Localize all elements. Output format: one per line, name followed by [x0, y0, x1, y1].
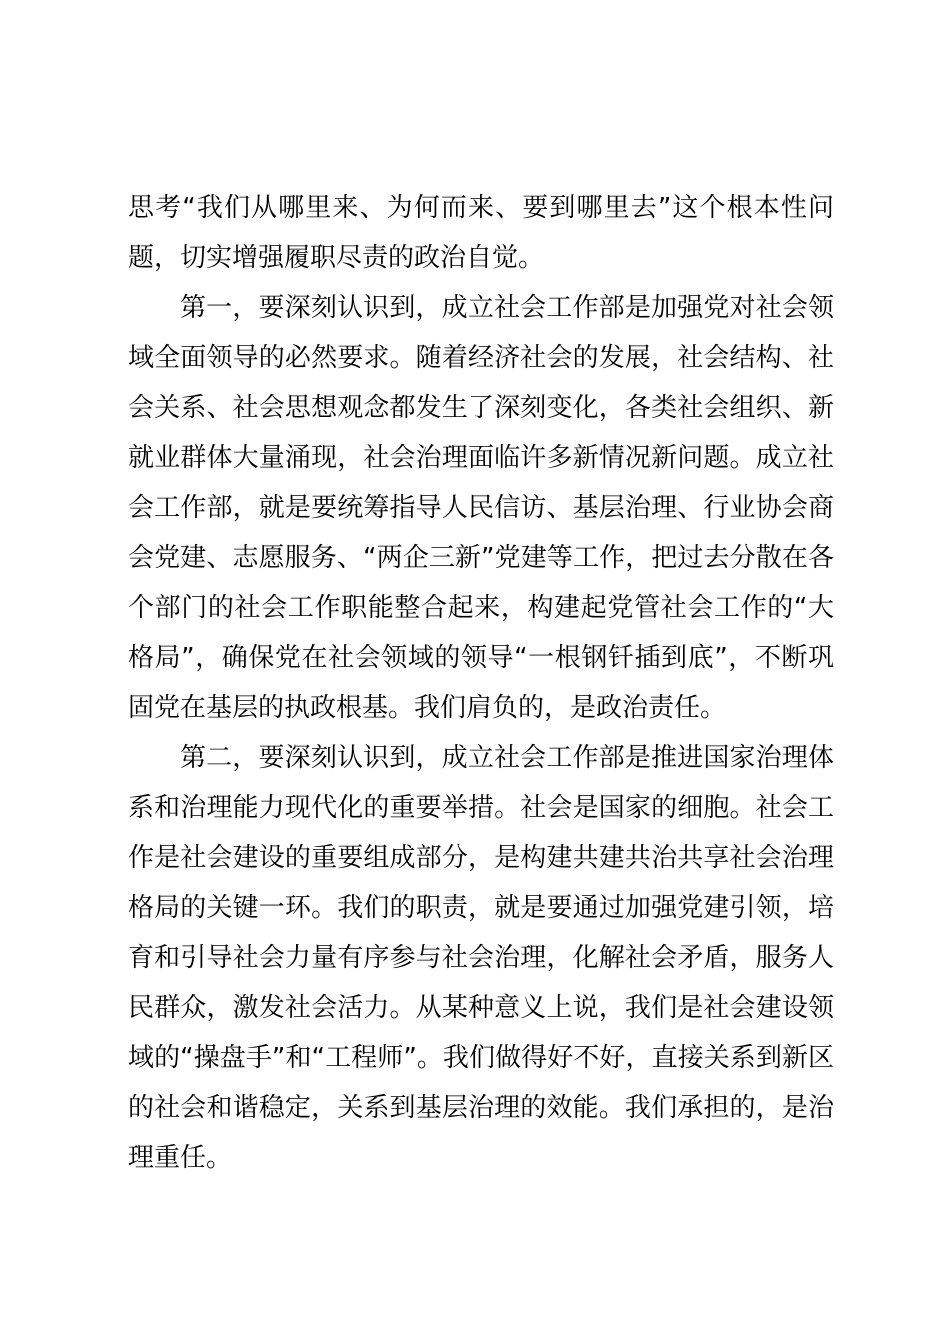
paragraph-first-point: 第一，要深刻认识到，成立社会工作部是加强党对社会领域全面领导的必然要求。随着经济社会的发展，社会结构、社会关系、社会思想观念都发生了深刻变化，各类社会组织、新就业群体大量涌现，社会治理面临许多新情况新问题。成立社会工作部，就是要统筹指导人民信访、基层治理、行业协会商会党建、志愿服务、“两企三新”党建等工作，把过去分散在各个部门的社会工作职能整合起来，构建起党管社会工作的“大格局”，确保党在社会领域的领导“一根钢钎插到底”，不断巩固党在基层的执政根基。我们肩负的，是政治责任。 [128, 293, 834, 723]
document-body [128, 183, 834, 1183]
paragraph-continuation: 思考“我们从哪里来、为何而来、要到哪里去”这个根本性问题，切实增强履职尽责的政治自觉。 [128, 193, 834, 273]
paragraph-second-point: 第二，要深刻认识到，成立社会工作部是推进国家治理体系和治理能力现代化的重要举措。社会是国家的细胞。社会工作是社会建设的重要组成部分，是构建共建共治共享社会治理格局的关键一环。我们的职责，就是要通过加强党建引领，培育和引导社会力量有序参与社会治理，化解社会矛盾，服务人民群众，激发社会活力。从某种意义上说，我们是社会建设领域的“操盘手”和“工程师”。我们做得好不好，直接关系到新区的社会和谐稳定，关系到基层治理的效能。我们承担的，是治理重任。 [128, 743, 834, 1173]
